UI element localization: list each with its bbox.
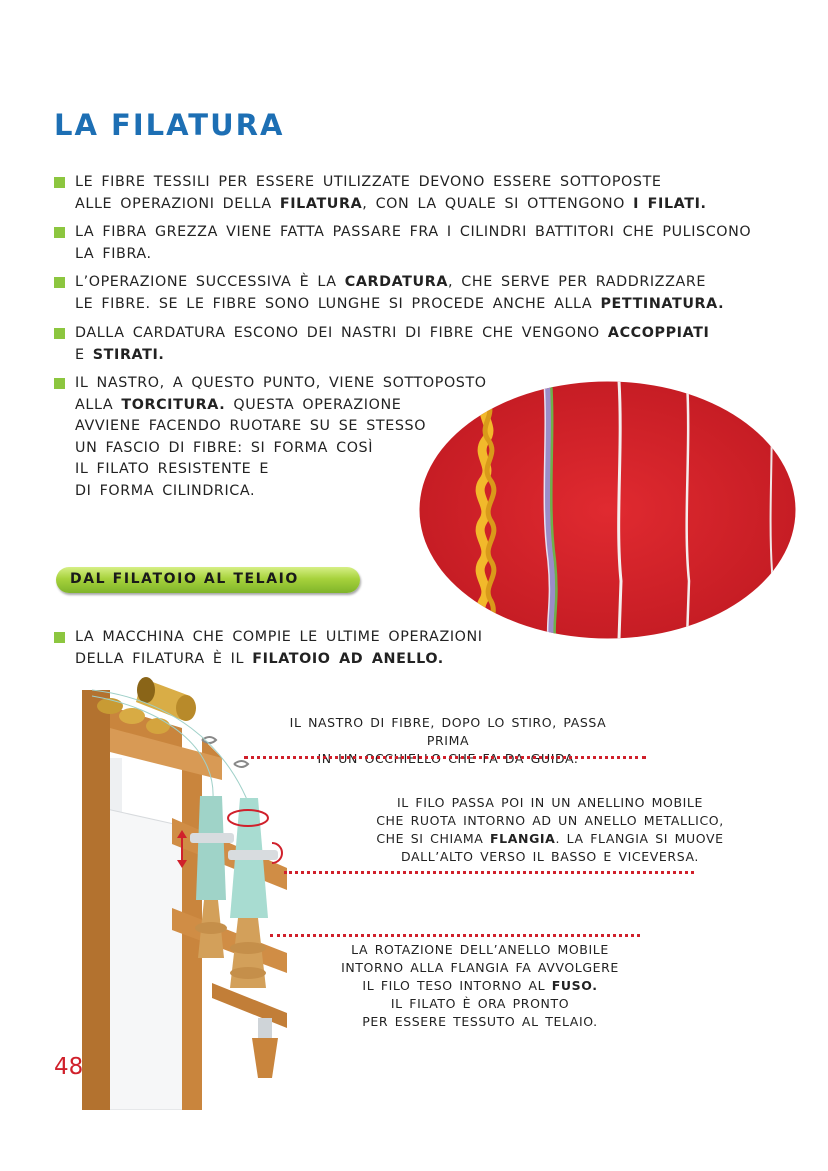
- bullet-marker: [54, 378, 65, 389]
- bullet-marker: [54, 177, 65, 188]
- bullet-marker: [54, 328, 65, 339]
- section-heading: [56, 567, 360, 593]
- bullet-text: LA FIBRA GREZZA VIENE FATTA PASSARE FRA I CILINDRI BATTITORI CHE PULISCONO LA FIBRA.: [75, 224, 752, 262]
- bullet-marker: [54, 632, 65, 643]
- bullet-filatura: [54, 172, 707, 215]
- bullet-text: DALLA CARDATURA ESCONO DEI NASTRI DI FIBRE CHE VENGONO ACCOPPIATI E STIRATI.: [75, 325, 710, 363]
- white-thread-3: [770, 381, 772, 639]
- bullet-fibra-grezza: [54, 222, 751, 265]
- caption-flangia: IL FILO PASSA POI IN UN ANELLINO MOBILE CHE RUOTA INTORNO AD UN ANELLO METALLICO, CHE SI CHIAMA FLANGIA. LA FLANGIA SI MUOVE DALL’ALTO VERSO IL BASSO E VICEVERSA.: [376, 795, 724, 864]
- bullet-cardatura: [54, 272, 724, 315]
- section-heading-text: DAL FILATOIO AL TELAIO: [70, 571, 299, 587]
- bullet-text: LE FIBRE TESSILI PER ESSERE UTILIZZATE DEVONO ESSERE SOTTOPOSTE ALLE OPERAZIONI DELLA FILATURA, CON LA QUALE SI OTTENGONO I FILATI.: [75, 174, 707, 212]
- bullet-text: L’OPERAZIONE SUCCESSIVA È LA CARDATURA, CHE SERVE PER RADDRIZZARE LE FIBRE. SE LE FIBRE SONO LUNGHE SI PROCEDE ANCHE ALLA PETTINATURA.: [75, 274, 725, 312]
- caption-fuso: LA ROTAZIONE DELL’ANELLO MOBILE INTORNO ALLA FLANGIA FA AVVOLGERE IL FILO TESO INTORNO AL FUSO. IL FILATO È ORA PRONTO PER ESSERE TESSUTO AL TELAIO.: [341, 942, 619, 1029]
- bullet-marker: [54, 227, 65, 238]
- bullet-nastri: [54, 323, 709, 366]
- caption-guide: IL NASTRO DI FIBRE, DOPO LO STIRO, PASSA PRIMA IN UN OCCHIELLO CHE FA DA GUIDA.: [289, 715, 607, 766]
- pointer-line-guide: [244, 756, 646, 759]
- page-title: LA FILATURA: [54, 108, 285, 142]
- spindle-cone: [252, 1018, 278, 1078]
- pointer-line-fuso: [270, 934, 640, 937]
- bullet-filatoio: [54, 627, 483, 670]
- yarn-photo: [419, 381, 796, 639]
- bullet-text: LA MACCHINA CHE COMPIE LE ULTIME OPERAZIONI DELLA FILATURA È IL FILATOIO AD ANELLO.: [75, 629, 483, 667]
- pointer-line-flangia: [284, 871, 694, 874]
- bullet-text: IL NASTRO, A QUESTO PUNTO, VIENE SOTTOPOSTO ALLA TORCITURA. QUESTA OPERAZIONE AVVIENE FACENDO RUOTARE SU SE STESSO UN FASCIO DI FIBRE: SI FORMA COSÌ IL FILATO RESISTENTE E DI FORMA CILINDRICA.: [75, 375, 487, 499]
- bullet-marker: [54, 277, 65, 288]
- page-number: 48: [54, 1054, 84, 1080]
